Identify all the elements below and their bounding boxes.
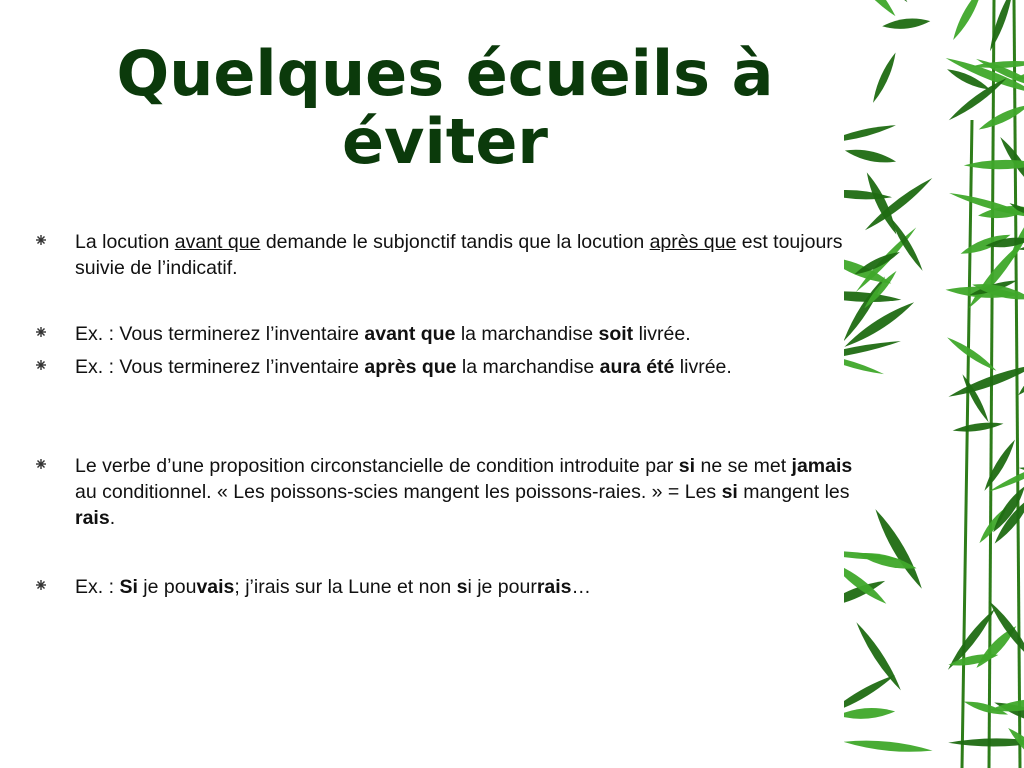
bullet-text: Le verbe d’une proposition circonstancielle de condition introduite par: [75, 455, 679, 477]
bamboo-leaf: [947, 360, 1024, 401]
bamboo-leaf: [870, 51, 899, 104]
asterisk-icon: [35, 359, 47, 371]
bullet-item: [75, 354, 865, 380]
bold-term: si: [721, 481, 738, 503]
bamboo-leaf: [977, 101, 1024, 133]
bold-term: aura été: [599, 356, 675, 378]
bold-term: s: [456, 576, 468, 598]
bold-term: vais: [196, 576, 235, 598]
bullet-text: La locution: [75, 231, 175, 253]
bullet-text: Ex. :: [75, 576, 120, 598]
underlined-term: après que: [649, 231, 737, 253]
bullet-text: .: [109, 507, 116, 529]
bullet-text: livrée.: [674, 356, 732, 378]
bullet-text: demande le subjonctif tandis que la locution: [260, 231, 650, 253]
asterisk-icon: [35, 458, 47, 470]
bamboo-leaf: [949, 0, 986, 42]
bullet-item: [75, 453, 865, 531]
bold-term: jamais: [791, 455, 853, 477]
bamboo-leaf: [844, 188, 892, 202]
bullet-text: la marchandise: [455, 323, 599, 345]
bullet-item: [75, 321, 865, 347]
bullet-text: ; j’irais sur la Lune et non: [234, 576, 457, 598]
slide-title: [40, 37, 850, 178]
bold-term: après que: [364, 356, 457, 378]
bullet-text: mangent les: [737, 481, 850, 503]
bold-term: si: [678, 455, 696, 477]
asterisk-icon: [35, 326, 47, 338]
bullet-item: [75, 229, 865, 281]
bold-term: soit: [598, 323, 634, 345]
bullet-text: au conditionnel. « Les poissons-scies mangent les poissons-raies. » = Les: [75, 481, 722, 503]
bullet-text: i je pour: [467, 576, 537, 598]
bamboo-leaf: [952, 420, 1004, 434]
bullet-text: Ex. : Vous terminerez l’inventaire: [75, 356, 365, 378]
bullet-text: est toujours suivie de l’indicatif.: [75, 231, 843, 279]
bamboo-leaf: [987, 0, 1017, 52]
title-line-1: Quelques écueils à: [116, 37, 774, 110]
bamboo-leaf: [844, 737, 933, 755]
bullet-text: la marchandise: [456, 356, 600, 378]
bamboo-leaf: [844, 0, 899, 20]
bamboo-leaves-decoration: [844, 0, 1024, 768]
bamboo-leaf: [981, 438, 1018, 493]
bamboo-leaf: [882, 16, 931, 31]
bold-term: avant que: [364, 323, 456, 345]
bamboo-leaf: [844, 146, 897, 167]
bamboo-leaf: [948, 738, 1024, 747]
bullet-text: ne se met: [695, 455, 792, 477]
bullet-text: livrée.: [633, 323, 691, 345]
bamboo-leaf: [844, 706, 896, 721]
bold-term: Si: [119, 576, 138, 598]
underlined-term: avant que: [174, 231, 261, 253]
bamboo-stem: [962, 120, 972, 768]
bullet-item: [75, 574, 865, 600]
bold-term: rais: [536, 576, 572, 598]
title-line-2: éviter: [342, 105, 548, 178]
bullet-text: Ex. : Vous terminerez l’inventaire: [75, 323, 365, 345]
bamboo-leaf: [844, 351, 885, 377]
bamboo-leaf: [871, 506, 927, 591]
bamboo-leaf: [844, 122, 897, 146]
bullet-text: …: [571, 576, 592, 598]
bullet-text: je pou: [137, 576, 197, 598]
asterisk-icon: [35, 579, 47, 591]
bold-term: rais: [75, 507, 110, 529]
asterisk-icon: [35, 234, 47, 246]
